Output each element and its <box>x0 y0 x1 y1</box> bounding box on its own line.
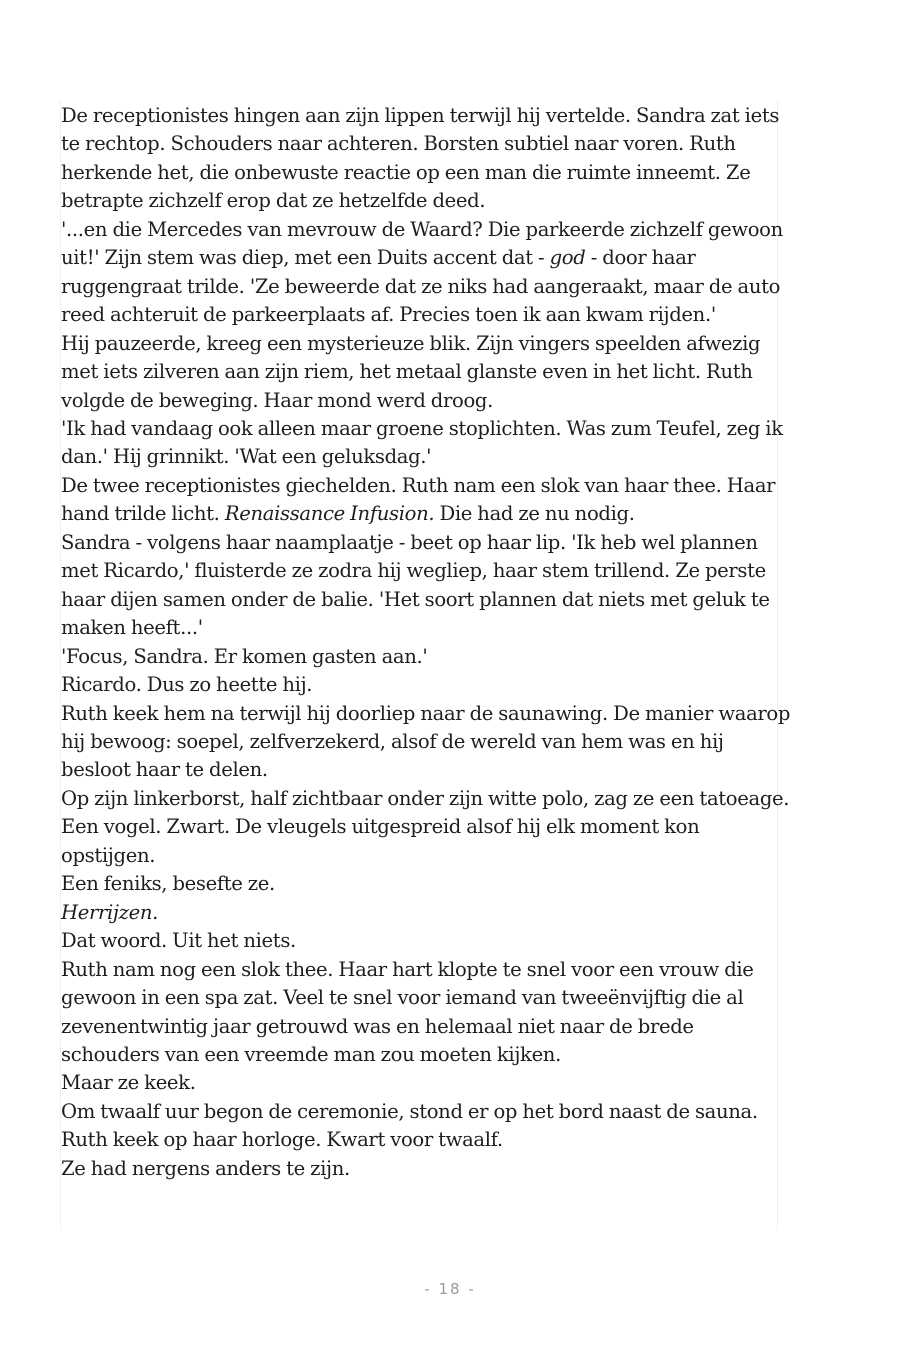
paragraph-5: De twee receptionistes giechelden. Ruth nam een slok van haar thee. Haar hand trilde licht. Renaissance Infusion. Die had ze nu nodig. <box>61 473 776 526</box>
paragraph-2: '...en die Mercedes van mevrouw de Waard? Die parkeerde zichzelf gewoon uit!' Zijn stem was diep, met een Duits accent dat - god - door haar ruggengraat trilde. 'Ze beweerde dat ze niks had aangeraakt, maar de auto reed achteruit de parkeerplaats af. Precies toen ik aan kwam rijden.' <box>61 217 783 327</box>
page-number: - 18 - <box>424 1280 476 1298</box>
paragraph-3: Hij pauzeerde, kreeg een mysterieuze blik. Zijn vingers speelden afwezig met iets zilveren aan zijn riem, het metaal glanste even in het licht. Ruth volgde de beweging. Haar mond werd droog. <box>61 331 761 412</box>
paragraph-16: Om twaalf uur begon de ceremonie, stond er op het bord naast de sauna. <box>61 1099 758 1123</box>
paragraph-18: Ze had nergens anders te zijn. <box>61 1156 350 1180</box>
paragraph-10: Op zijn linkerborst, half zichtbaar onder zijn witte polo, zag ze een tatoeage. Een vogel. Zwart. De vleugels uitgespreid alsof hij elk moment kon opstijgen. <box>61 786 790 867</box>
emphasis-text: Herrijzen. <box>61 900 159 924</box>
paragraph-1: De receptionistes hingen aan zijn lippen terwijl hij vertelde. Sandra zat iets te rechtop. Schouders naar achteren. Borsten subtiel naar voren. Ruth herkende het, die onbewuste reactie op een man die ruimte inneemt. Ze betrapte zichzelf erop dat ze hetzelfde deed. <box>61 104 780 213</box>
paragraph-7: 'Focus, Sandra. Er komen gasten aan.' <box>61 644 428 668</box>
paragraph-17: Ruth keek op haar horloge. Kwart voor twaalf. <box>61 1128 503 1152</box>
paragraph-6: Sandra - volgens haar naamplaatje - beet op haar lip. 'Ik heb wel plannen met Ricardo,' fluisterde ze zodra hij wegliep, haar stem trillend. Ze perste haar dijen samen onder de balie. 'Het soort plannen dat niets met geluk te maken heeft...' <box>61 530 770 640</box>
paragraph-14: Ruth nam nog een slok thee. Haar hart klopte te snel voor een vrouw die gewoon in een spa zat. Veel te snel voor iemand van tweeënvijftig die al zevenentwintig jaar getrouwd was en helemaal niet naar de brede schouders van een vreemde man zou moeten kijken. <box>61 957 754 1066</box>
paragraph-4: 'Ik had vandaag ook alleen maar groene stoplichten. Was zum Teufel, zeg ik dan.' Hij grinnikt. 'Wat een geluksdag.' <box>61 416 783 469</box>
body-text <box>61 102 791 1183</box>
emphasis-text: god <box>549 246 586 270</box>
paragraph-13: Dat woord. Uit het niets. <box>61 929 296 953</box>
paragraph-11: Een feniks, besefte ze. <box>61 872 275 896</box>
paragraph-15: Maar ze keek. <box>61 1071 196 1095</box>
emphasis-text: Renaissance Infusion. <box>224 502 435 526</box>
paragraph-12 <box>61 899 791 927</box>
paragraph-8: Ricardo. Dus zo heette hij. <box>61 673 313 697</box>
paragraph-9: Ruth keek hem na terwijl hij doorliep naar de saunawing. De manier waarop hij bewoog: soepel, zelfverzekerd, alsof de wereld van hem was en hij besloot haar te delen. <box>61 701 791 782</box>
